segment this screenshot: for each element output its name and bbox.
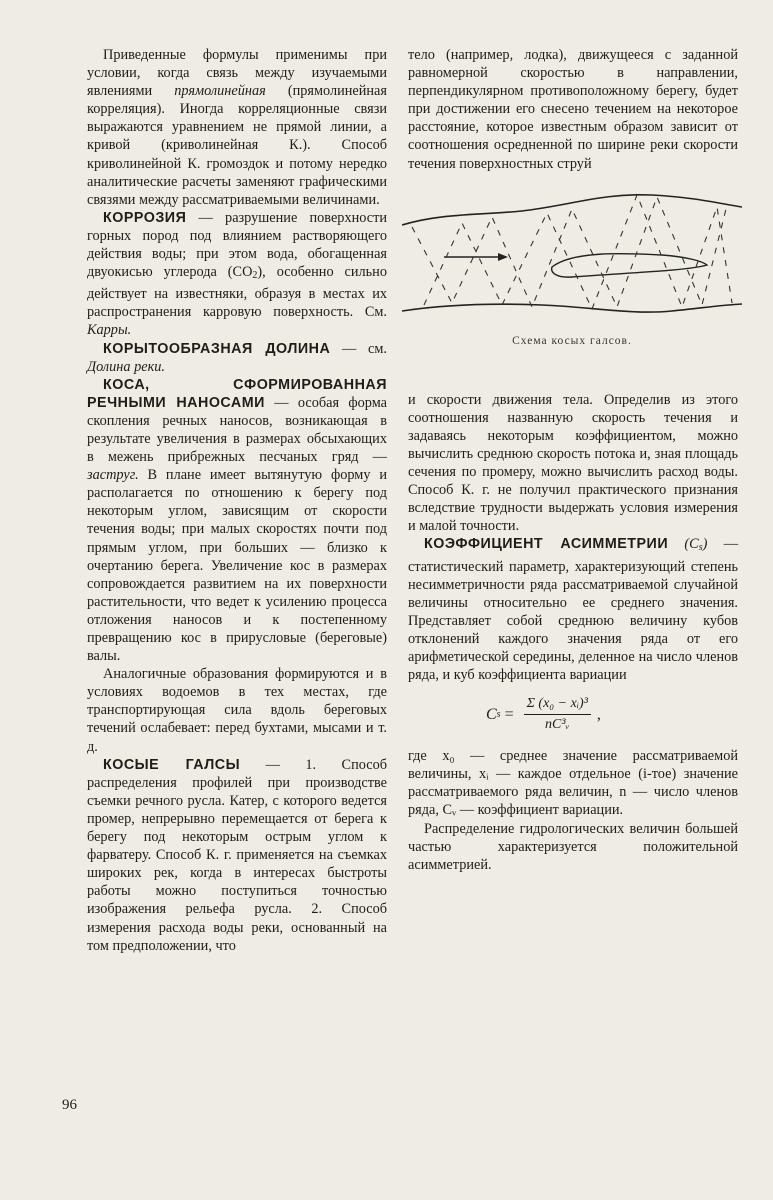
ref-dolina: Долина реки.	[87, 358, 165, 375]
entry-kosa: КОСА, СФОРМИРОВАННАЯ РЕЧНЫМИ НАНОСАМИ — особая форма скопления речных наносов, возникающая в результате увеличения в размерах обсыхающих в межень прибрежных песчаных гряд — заструг. В плане имеет вытянутую форму и располагается по отношению к берегу под некоторым углом, зависящим от скорости течения воды; при малых скоростях почти под прямым углом, при больших — близко к очертанию берега. Увеличение кос в размерах сопровождается развитием на их поверхности растительности, что ведет к усилению процесса отложения наносов и к постепенному превращению кос в прирусловые (береговые) валы.	[87, 376, 388, 665]
formula-denominator: nC³ᵥ	[545, 717, 570, 733]
ref-karry: Карры.	[87, 322, 132, 339]
oblique-tacks-diagram	[402, 185, 742, 347]
figure-caption: Схема косых галсов.	[512, 334, 632, 347]
headword-kosye-galsy: КОСЫЕ ГАЛСЫ	[103, 756, 241, 773]
entry-kosye-galsy: КОСЫЕ ГАЛСЫ — 1. Способ распределения профилей при производстве съемки речного русла. Катер, с которого ведется промер, непрерывно перемещается от берега к берегу под некоторым острым углом к фарватеру. Способ К. г. применяется на съемках широких рек, когда в интересах быстроты работы можно поступиться точностью изображения рельефа русла. 2. Способ измерения расхода воды реки, основанный на том предположении, что	[87, 756, 387, 954]
headword-kosa: КОСА, СФОРМИРОВАННАЯ РЕЧНЫМИ НАНОСАМИ	[87, 376, 387, 411]
asymmetry-formula: C s = $\frac{\text{Σ (x₀ − xᵢ)³}}{\text{nC³ᵥ}}$ ,	[486, 696, 601, 733]
diagram-svg	[402, 185, 742, 333]
entry-koryto: КОРЫТООБРАЗНАЯ ДОЛИНА — см. Долина реки.	[87, 340, 388, 375]
paragraph-where: где x₀ — среднее значение рассматриваемой величины, xᵢ — каждое отдельное (i-тое) значение рассматриваемого ряда величин, n — число членов ряда, Cᵥ — коэффициент вариации.	[408, 748, 738, 819]
ref-zastrug: заструг.	[87, 467, 139, 484]
formula-numerator: Σ (x₀ − xᵢ)³	[524, 696, 591, 715]
right-column	[408, 46, 738, 874]
headword-koryto: КОРЫТООБРАЗНАЯ ДОЛИНА	[103, 340, 331, 357]
sandbar-shape	[552, 253, 707, 276]
entry-korroziya: КОРРОЗИЯ — разрушение поверхности горных пород под влиянием растворяющего действия воды; при этом вода, обогащенная двуокисью углерода $(CO_2)$, особенно сильно действует на известняки, образуя в местах их распространения карровую поверхность. См. Карры.	[87, 209, 387, 339]
upper-bank-line	[402, 194, 742, 224]
flow-arrowhead	[498, 253, 508, 261]
paragraph-correlation: Приведенные формулы применимы при условии, когда связь между изучаемыми явлениями прямолинейная (прямолинейная корреляция). Иногда корреляционные связи выражаются уравнением не прямой линии, а кривой (криволинейная К.). Способ криволинейной К. громоздок и потому нередко аналитические расчеты заменяют графическими связями между рассматриваемыми величинами.	[87, 47, 387, 208]
paragraph-distribution: Распределение гидрологических величин большей частью характеризуется положительной асимметрией.	[408, 820, 738, 873]
page-number: 96	[62, 1097, 77, 1113]
tack-lines	[412, 195, 732, 309]
headword-korroziya: КОРРОЗИЯ	[103, 209, 187, 226]
entry-koef-asimmetrii: КОЭФФИЦИЕНТ АСИММЕТРИИ $(C_s)$ — статистический параметр, характеризующий степень несимметричности ряда рассматриваемой случайной величины относительно ее среднего значения. Представляет собой среднюю величину кубов отклонений каждого значения ряда от его арифметической середины, деленное на число членов ряда, и куб коэффициента вариации	[408, 536, 739, 684]
left-column	[87, 46, 387, 955]
paragraph-method-end: и скорости движения тела. Определив из этого соотношения названную скорость течения и задаваясь некоторым коэффициентом, можно вычислить среднюю скорость потока и, зная площадь сечения по промеру, можно вычислить расход воды. Способ К. г. не получил практического признания вследствие трудности выдержать условия измерения и малой точности.	[408, 391, 738, 535]
paragraph-kosa-2: Аналогичные образования формируются и в условиях водоемов в тех местах, где транспортирующая сила вдоль береговых течений ослабевает: перед бухтами, мысами и т. д.	[87, 666, 387, 755]
lower-bank-line	[402, 304, 742, 312]
paragraph-continuation: тело (например, лодка), движущееся с заданной равномерной скоростью в направлении, перпендикулярном противоположному берегу, будет при достижении его снесено течением на некоторое расстояние, которое известным образом зависит от соотношения осредненной по ширине реки скорости течения поверхностных струй	[408, 47, 738, 172]
headword-koef-asimmetrii: КОЭФФИЦИЕНТ АСИММЕТРИИ	[424, 536, 669, 553]
formula-fraction	[524, 696, 591, 733]
